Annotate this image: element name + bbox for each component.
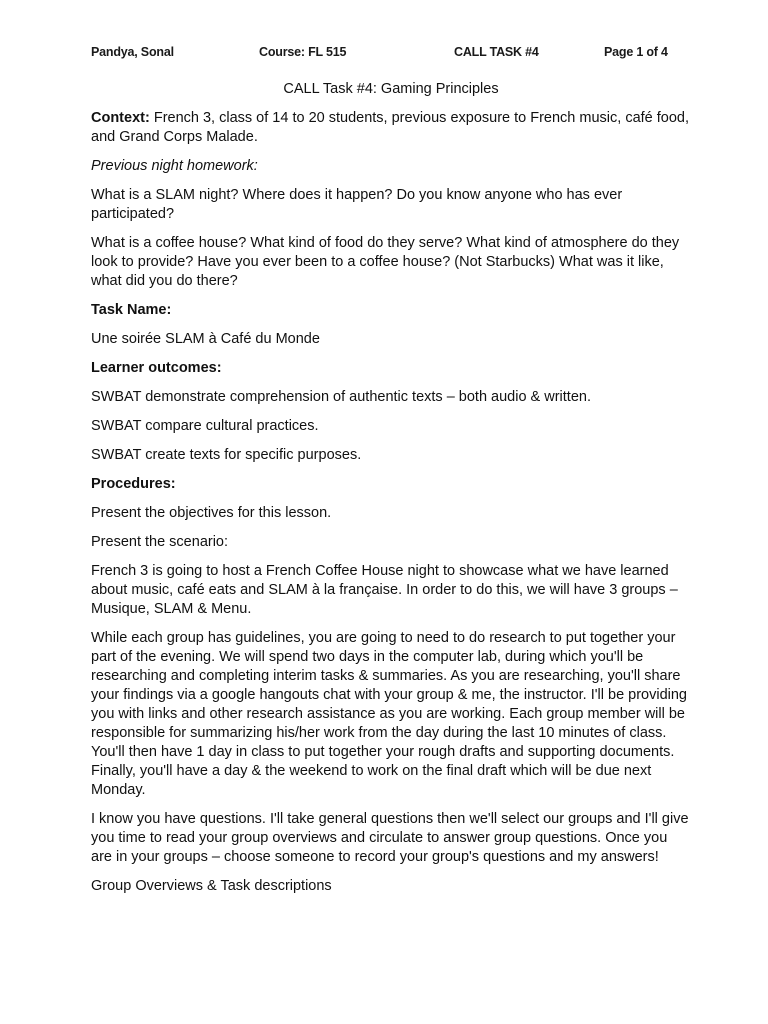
- outcome-item: SWBAT create texts for specific purposes.: [91, 447, 362, 463]
- overviews-heading: Group Overviews & Task descriptions: [91, 878, 332, 894]
- outcome-item: SWBAT demonstrate comprehension of authentic texts – both audio & written.: [91, 389, 591, 405]
- task-name: Une soirée SLAM à Café du Monde: [91, 331, 320, 347]
- procedures-step-2: Present the scenario:: [91, 534, 229, 550]
- homework-question-1: What is a SLAM night? Where does it happen? Do you know anyone who has ever participated?: [91, 187, 623, 222]
- context-paragraph: [91, 109, 691, 147]
- context-label: Context:: [91, 110, 150, 126]
- outcome-item: SWBAT compare cultural practices.: [91, 418, 319, 434]
- questions-paragraph: I know you have questions. I'll take general questions then we'll select our groups and I'll give you time to read your group overviews and circulate to answer group questions. Once you are in your groups – choose someone to record your group's questions and my answers!: [91, 811, 689, 865]
- guidelines-paragraph: While each group has guidelines, you are going to need to do research to put together your part of the evening. We will spend two days in the computer lab, during which you'll be researching and completing interim tasks & summaries. As you are researching, you'll share your findings via a google hangouts chat with your group & me, the instructor. I'll be providing you with links and other research assistance as you are working. Each group member will be responsible for summarizing his/her work from the day during the last 10 minutes of class. You'll then have 1 day in class to put together your rough drafts and supporting documents. Finally, you'll have a day & the weekend to work on the final draft which will be due next Monday.: [91, 630, 688, 798]
- scenario-paragraph: French 3 is going to host a French Coffee House night to showcase what we have learned about music, café eats and SLAM à la française. In order to do this, we will have 3 groups – Musique, SLAM & Menu.: [91, 563, 678, 617]
- author-name: Pandya, Sonal: [91, 45, 174, 59]
- task-name-heading: Task Name:: [91, 302, 172, 318]
- document-body: [91, 80, 691, 906]
- course-label: Course: FL 515: [259, 45, 347, 59]
- task-label: CALL TASK #4: [454, 45, 539, 59]
- homework-question-2: What is a coffee house? What kind of food do they serve? What kind of atmosphere do they look to provide? Have you ever been to a coffee house? (Not Starbucks) What was it like, what did you do there?: [91, 235, 680, 289]
- page-header: [0, 45, 768, 65]
- homework-heading: Previous night homework:: [91, 158, 258, 174]
- outcomes-heading: Learner outcomes:: [91, 360, 222, 376]
- context-text: French 3, class of 14 to 20 students, previous exposure to French music, café food, and Grand Corps Malade.: [91, 110, 690, 145]
- document-title: CALL Task #4: Gaming Principles: [283, 81, 499, 97]
- procedures-heading: Procedures:: [91, 476, 176, 492]
- procedures-step-1: Present the objectives for this lesson.: [91, 505, 332, 521]
- page-number: Page 1 of 4: [604, 45, 668, 59]
